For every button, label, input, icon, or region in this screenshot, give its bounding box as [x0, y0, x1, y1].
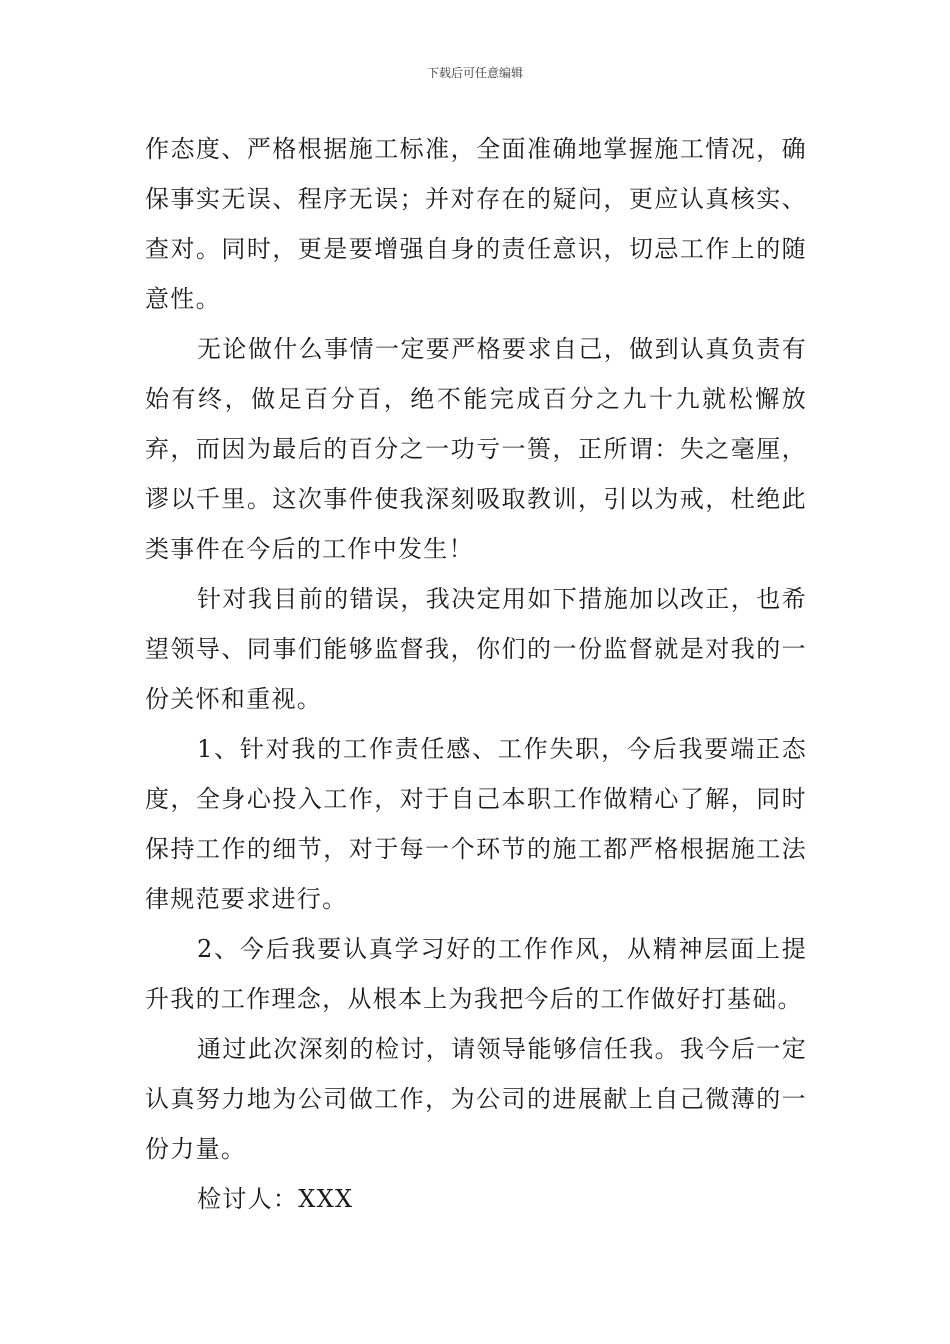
paragraph-strict-requirements: 无论做什么事情一定要严格要求自己，做到认真负责有始有终，做足百分百，绝不能完成百分之九十九就松懈放弃，而因为最后的百分之一功亏一篑，正所谓：失之毫厘，谬以千里。这次事件使我深刻吸取教训，引以为戒，杜绝此类事件在今后的工作中发生！: [145, 335, 807, 563]
page-header: 下载后可任意编辑: [426, 66, 523, 80]
paragraph-continuation: 作态度、严格根据施工标准，全面准确地掌握施工情况，确保事实无误、程序无误；并对存在的疑问，更应认真核实、查对。同时，更是要增强自身的责任意识，切忌工作上的随意性。: [145, 135, 807, 313]
signature-line: 检讨人：XXX: [197, 1185, 354, 1213]
document-body: [145, 124, 807, 1224]
paragraph-measure-2: 2、今后我要认真学习好的工作作风，从精神层面上提升我的工作理念，从根本上为我把今后的工作做好打基础。: [145, 935, 807, 1013]
paragraph-corrective-measures: 针对我目前的错误，我决定用如下措施加以改正，也希望领导、同事们能够监督我，你们的一份监督就是对我的一份关怀和重视。: [145, 585, 807, 713]
paragraph-closing: 通过此次深刻的检讨，请领导能够信任我。我今后一定认真努力地为公司做工作，为公司的进展献上自己微薄的一份力量。: [145, 1035, 807, 1163]
paragraph-measure-1: 1、针对我的工作责任感、工作失职，今后我要端正态度，全身心投入工作，对于自己本职工作做精心了解，同时保持工作的细节，对于每一个环节的施工都严格根据施工法律规范要求进行。: [145, 735, 807, 913]
